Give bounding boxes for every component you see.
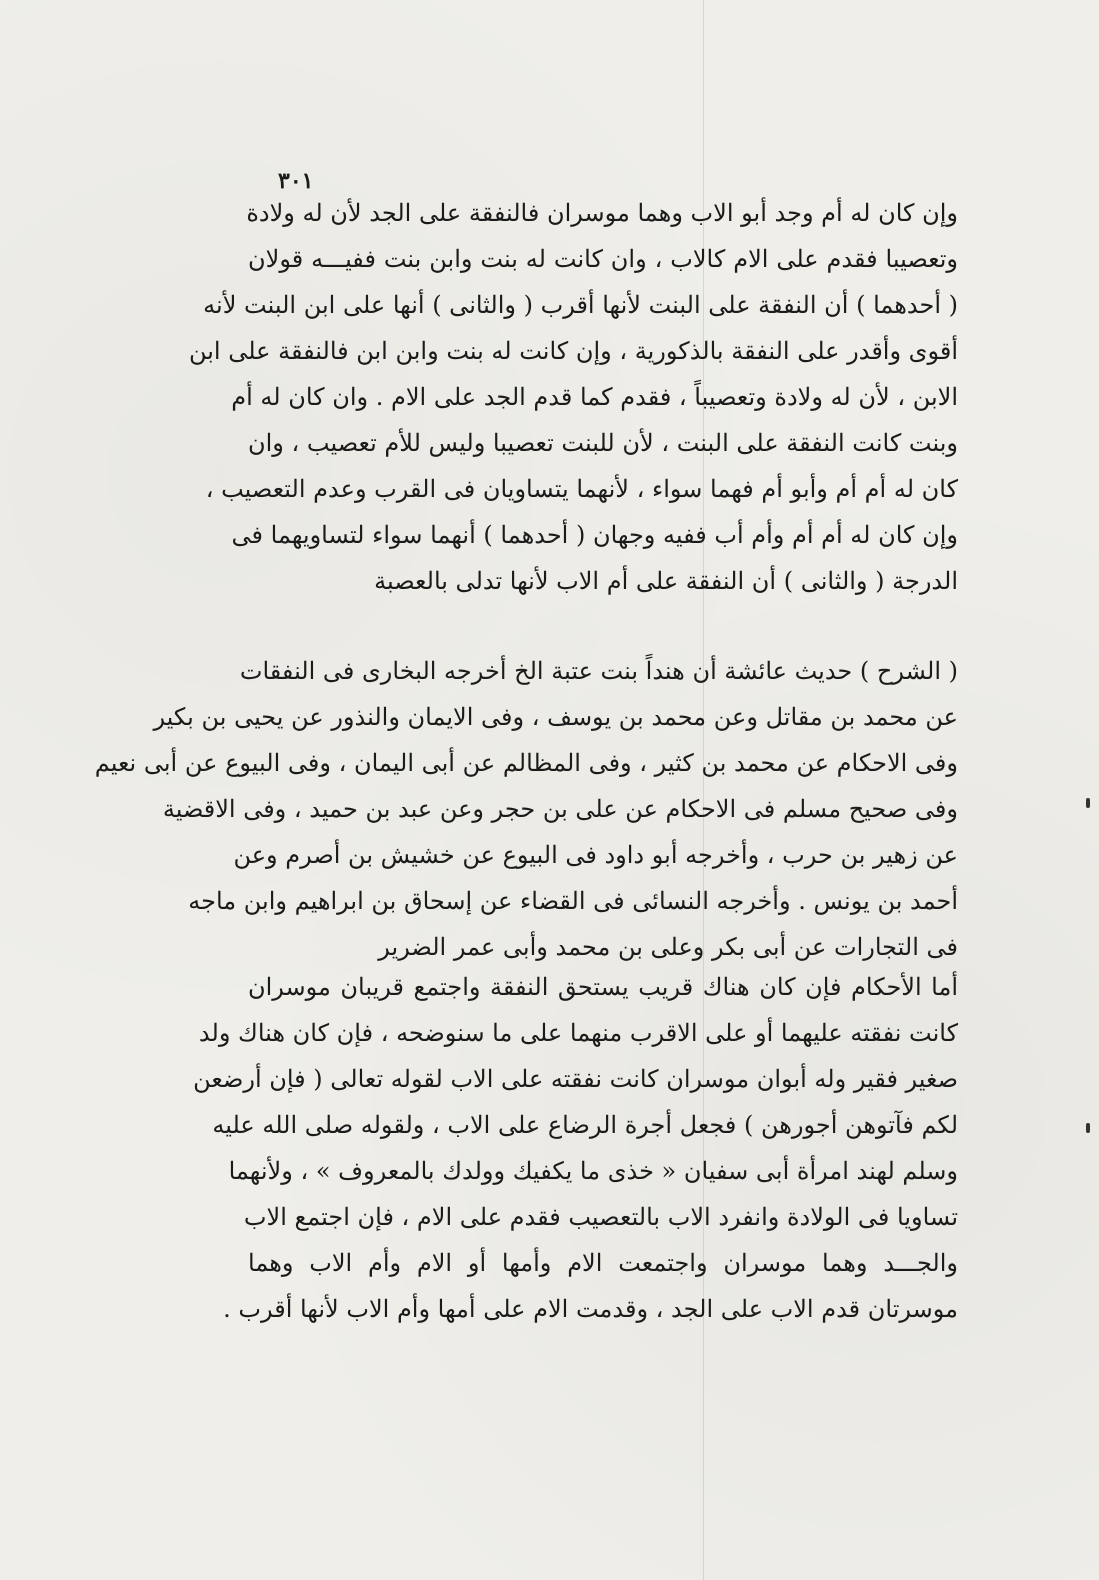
paragraph-1 bbox=[188, 190, 958, 604]
text-line: وإن كان له أم أم وأم أب ففيه وجهان ( أحدهما ) أنهما سواء لتساويهما فى bbox=[231, 521, 958, 549]
text-line: موسرتان قدم الاب على الجد ، وقدمت الام على أمها وأم الاب لأنها أقرب . bbox=[223, 1295, 958, 1323]
text-line: أحمد بن يونس . وأخرجه النسائى فى القضاء عن إسحاق بن ابراهيم وابن ماجه bbox=[188, 887, 958, 915]
text-line: الابن ، لأن له ولادة وتعصيباً ، فقدم كما قدم الجد على الام . وان كان له أم bbox=[231, 383, 958, 411]
text-line: عن محمد بن مقاتل وعن محمد بن يوسف ، وفى الايمان والنذور عن يحيى بن بكير bbox=[153, 703, 958, 731]
text-line: والجـــد وهما موسران واجتمعت الام وأمها أو الام وأم الاب وهما bbox=[248, 1249, 958, 1277]
text-line: أما الأحكام فإن كان هناك قريب يستحق النفقة واجتمع قريبان موسران bbox=[248, 973, 958, 1001]
text-line: وتعصيبا فقدم على الام كالاب ، وان كانت له بنت وابن بنت ففيـــه قولان bbox=[248, 245, 958, 273]
text-line: ( الشرح ) حديث عائشة أن هنداً بنت عتبة الخ أخرجه البخارى فى النفقات bbox=[239, 657, 958, 685]
text-line: صغير فقير وله أبوان موسران كانت نفقته على الاب لقوله تعالى ( فإن أرضعن bbox=[193, 1065, 958, 1093]
text-line: فى التجارات عن أبى بكر وعلى بن محمد وأبى عمر الضرير bbox=[378, 933, 958, 961]
text-line: وسلم لهند امرأة أبى سفيان « خذى ما يكفيك وولدك بالمعروف » ، ولأنهما bbox=[228, 1157, 958, 1185]
margin-speck bbox=[1086, 798, 1090, 808]
text-line: وفى الاحكام عن محمد بن كثير ، وفى المظالم عن أبى اليمان ، وفى البيوع عن أبى نعيم bbox=[94, 749, 958, 777]
margin-speck bbox=[1086, 1123, 1090, 1133]
text-line: وإن كان له أم وجد أبو الاب وهما موسران فالنفقة على الجد لأن له ولادة bbox=[246, 199, 958, 227]
text-line: أقوى وأقدر على النفقة بالذكورية ، وإن كانت له بنت وابن ابن فالنفقة على ابن bbox=[188, 337, 958, 365]
text-line: لكم فآتوهن أجورهن ) فجعل أجرة الرضاع على الاب ، ولقوله صلى الله عليه bbox=[212, 1111, 958, 1139]
text-line: عن زهير بن حرب ، وأخرجه أبو داود فى البيوع عن خشيش بن أصرم وعن bbox=[233, 841, 958, 869]
text-line: تساويا فى الولادة وانفرد الاب بالتعصيب فقدم على الام ، فإن اجتمع الاب bbox=[243, 1203, 958, 1231]
page-number: ٣٠١ bbox=[278, 168, 314, 194]
text-line: وفى صحيح مسلم فى الاحكام عن على بن حجر وعن عبد بن حميد ، وفى الاقضية bbox=[162, 795, 958, 823]
text-line: كانت نفقته عليهما أو على الاقرب منهما على ما سنوضحه ، فإن كان هناك ولد bbox=[198, 1019, 958, 1047]
paragraph-3-rulings bbox=[193, 964, 958, 1332]
text-line: كان له أم أم وأبو أم فهما سواء ، لأنهما يتساويان فى القرب وعدم التعصيب ، bbox=[205, 475, 958, 503]
text-line: وبنت كانت النفقة على البنت ، لأن للبنت تعصيبا وليس للأم تعصيب ، وان bbox=[248, 429, 958, 457]
text-line: ( أحدهما ) أن النفقة على البنت لأنها أقرب ( والثانى ) أنها على ابن البنت لأنه bbox=[203, 291, 958, 319]
text-line: الدرجة ( والثانى ) أن النفقة على أم الاب لأنها تدلى بالعصبة bbox=[374, 567, 958, 595]
paragraph-2-commentary bbox=[94, 648, 958, 970]
